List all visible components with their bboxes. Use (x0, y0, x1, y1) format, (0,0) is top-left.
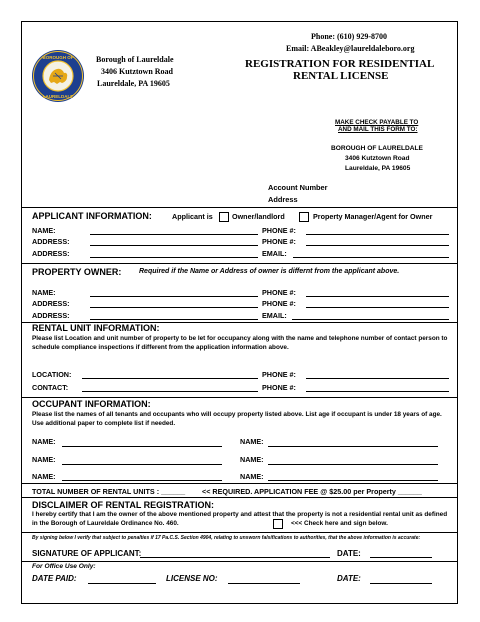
applicant-address-label: ADDRESS: (32, 237, 70, 246)
applicant-address-2-field[interactable] (90, 257, 258, 258)
owner-phone-label: PHONE #: (262, 288, 296, 297)
applicant-address-2-label: ADDRESS: (32, 249, 70, 258)
occupant-5-name-field[interactable] (62, 480, 222, 481)
form-title-line-1: REGISTRATION FOR RESIDENTIAL (245, 58, 435, 70)
mail-to-city: Laureldale, PA 19605 (345, 165, 411, 172)
payable-instruction-1: MAKE CHECK PAYABLE TO (335, 119, 419, 126)
signature-date-label: DATE: (337, 549, 361, 558)
applicant-name-label: NAME: (32, 226, 56, 235)
occupant-2-name-field[interactable] (268, 446, 438, 447)
signature-field[interactable] (140, 557, 330, 558)
applicant-phone-2-label: PHONE #: (262, 237, 296, 246)
applicant-email-field[interactable] (293, 257, 449, 258)
svg-text:BOROUGH OF: BOROUGH OF (42, 55, 74, 60)
occupant-section-title: OCCUPANT INFORMATION: (32, 399, 151, 409)
occupant-1-name-field[interactable] (62, 446, 222, 447)
occupant-4-name-field[interactable] (268, 464, 438, 465)
org-name: Borough of Laureldale (96, 55, 174, 64)
rental-phone-label: PHONE #: (262, 370, 296, 379)
occupant-1-name-label: NAME: (32, 437, 56, 446)
owner-phone-field[interactable] (306, 296, 449, 297)
location-label: LOCATION: (32, 370, 72, 379)
divider-signature (21, 532, 458, 533)
verification-note: By signing below I verify that subject to penalties if 17 Pa.C.S. Section 4904, relating to unsworn falsifications to authorities, that the above information is accurate: (32, 535, 421, 541)
svg-text:LAURELDALE: LAURELDALE (42, 94, 74, 99)
form-title-line-2: RENTAL LICENSE (293, 70, 389, 82)
divider-applicant (21, 207, 458, 208)
occupant-4-name-label: NAME: (240, 455, 264, 464)
date-paid-field[interactable] (88, 583, 156, 584)
occupant-5-name-label: NAME: (32, 472, 56, 481)
signature-label: SIGNATURE OF APPLICANT: (32, 549, 142, 558)
license-no-label: LICENSE NO: (166, 574, 218, 583)
payable-instruction-2: AND MAIL THIS FORM TO: (338, 126, 418, 133)
owner-address-label: ADDRESS: (32, 299, 70, 308)
owner-email-field[interactable] (292, 319, 449, 320)
disclaimer-check-note: <<< Check here and sign below. (291, 520, 388, 527)
org-city: Laureldale, PA 19605 (97, 79, 170, 88)
rental-unit-instructions: Please list Location and unit number of property to be let for occupancy along with the name and telephone number of contact person to schedule compliance inspections if different from the application information above. (32, 335, 448, 351)
license-no-field[interactable] (228, 583, 300, 584)
occupant-2-name-label: NAME: (240, 437, 264, 446)
owner-phone-2-label: PHONE #: (262, 299, 296, 308)
application-fee[interactable]: << REQUIRED. APPLICATION FEE @ $25.00 per Property ______ (202, 487, 422, 496)
owner-email-label: EMAIL: (262, 311, 287, 320)
disclaimer-checkbox[interactable] (273, 519, 283, 529)
rental-phone-field[interactable] (306, 378, 449, 379)
occupant-3-name-field[interactable] (62, 464, 222, 465)
contact-phone-field[interactable] (306, 391, 449, 392)
mail-to-street: 3406 Kutztown Road (345, 155, 410, 162)
rental-unit-section-title: RENTAL UNIT INFORMATION: (32, 323, 160, 333)
account-number-label: Account Number (268, 183, 328, 192)
borough-seal-logo (31, 49, 85, 103)
manager-option-label: Property Manager/Agent for Owner (313, 212, 433, 221)
applicant-is-label: Applicant is (172, 212, 213, 221)
signature-date-field[interactable] (370, 557, 432, 558)
office-use-title: For Office Use Only: (32, 563, 96, 570)
divider-owner (21, 263, 458, 264)
divider-office (21, 561, 458, 562)
divider-disclaimer (21, 497, 458, 498)
owner-address-field[interactable] (90, 307, 258, 308)
applicant-section-title: APPLICANT INFORMATION: (32, 211, 152, 221)
office-date-field[interactable] (370, 583, 432, 584)
disclaimer-section-title: DISCLAIMER OF RENTAL REGISTRATION: (32, 500, 214, 510)
owner-address-2-label: ADDRESS: (32, 311, 70, 320)
total-rental-units[interactable]: TOTAL NUMBER OF RENTAL UNITS : ______ (32, 487, 186, 496)
occupant-6-name-field[interactable] (268, 480, 438, 481)
contact-field[interactable] (82, 391, 258, 392)
org-street: 3406 Kutztown Road (101, 67, 174, 76)
owner-name-field[interactable] (90, 296, 258, 297)
applicant-phone-2-field[interactable] (306, 245, 449, 246)
date-paid-label: DATE PAID: (32, 574, 77, 583)
owner-name-label: NAME: (32, 288, 56, 297)
location-field[interactable] (82, 378, 258, 379)
owner-section-title: PROPERTY OWNER: (32, 267, 122, 277)
office-date-label: DATE: (337, 574, 361, 583)
owner-note: Required if the Name or Address of owner is differnt from the applicant above. (139, 268, 400, 275)
contact-phone-label: PHONE #: (262, 383, 296, 392)
divider-fee (21, 483, 458, 484)
applicant-phone-label: PHONE #: (262, 226, 296, 235)
account-address-label: Address (268, 195, 298, 204)
occupant-instructions: Please list the names of all tenants and occupants who will occupy property listed above. List age if occupant is under 18 years of age. Use additional paper to complete list if needed. (32, 411, 442, 427)
mail-to-name: BOROUGH OF LAURELDALE (331, 145, 423, 152)
owner-checkbox[interactable] (219, 212, 229, 222)
phone-number: Phone: (610) 929-8700 (311, 32, 387, 41)
occupant-6-name-label: NAME: (240, 472, 264, 481)
applicant-name-field[interactable] (90, 234, 258, 235)
contact-label: CONTACT: (32, 383, 69, 392)
occupant-3-name-label: NAME: (32, 455, 56, 464)
owner-address-2-field[interactable] (90, 319, 258, 320)
applicant-address-field[interactable] (90, 245, 258, 246)
email-address: Email: ABeakley@laureldaleboro.org (286, 44, 415, 53)
divider-occupant (21, 397, 458, 398)
disclaimer-body: I hereby certify that I am the owner of the above mentioned property and attest that the property is not a residential rental unit as defined in the Borough of Laureldale Ordinance No. 460. (32, 511, 448, 527)
applicant-email-label: EMAIL: (262, 249, 287, 258)
owner-option-label: Owner/landlord (232, 212, 285, 221)
applicant-phone-field[interactable] (306, 234, 449, 235)
owner-phone-2-field[interactable] (306, 307, 449, 308)
manager-checkbox[interactable] (299, 212, 309, 222)
